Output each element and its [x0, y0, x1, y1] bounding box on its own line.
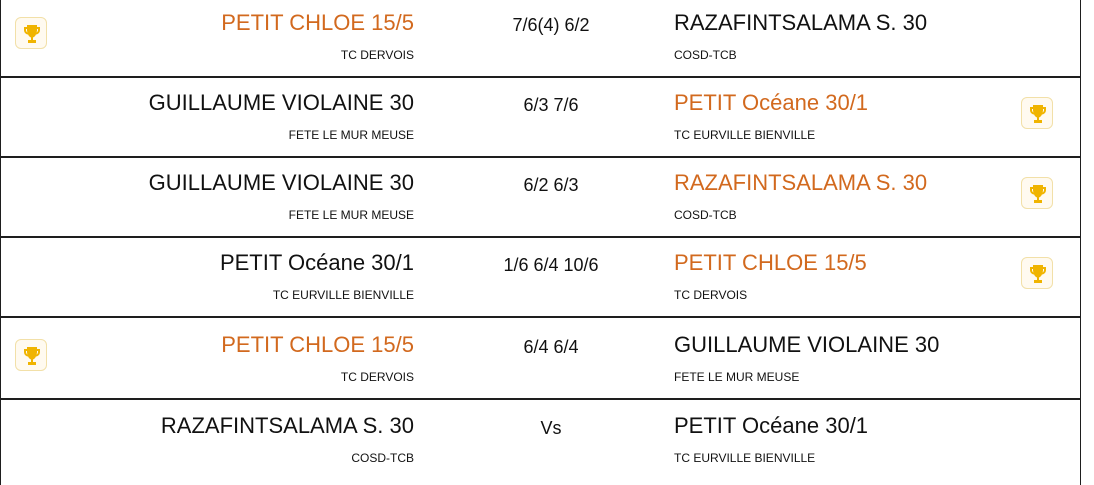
match-score: 6/3 7/6	[523, 95, 579, 115]
right-player-name: PETIT Océane 30/1	[674, 90, 869, 115]
right-player-name: GUILLAUME VIOLAINE 30	[674, 332, 940, 357]
left-player-name: RAZAFINTSALAMA S. 30	[160, 413, 414, 438]
right-player-club: TC DERVOIS	[674, 288, 748, 302]
match-score: 6/4 6/4	[523, 337, 579, 357]
right-player-name: RAZAFINTSALAMA S. 30	[674, 10, 928, 35]
left-player-club: COSD-TCB	[351, 451, 414, 465]
left-player-club: TC DERVOIS	[340, 48, 414, 62]
trophy-icon	[15, 339, 47, 371]
right-player-club: TC EURVILLE BIENVILLE	[674, 128, 816, 142]
left-player-club: TC DERVOIS	[340, 370, 414, 384]
trophy-icon	[1021, 257, 1053, 289]
match-score: Vs	[540, 418, 562, 438]
trophy-icon	[15, 17, 47, 49]
right-player-club: COSD-TCB	[674, 48, 737, 62]
match-row	[1, 403, 1080, 485]
match-score: 1/6 6/4 10/6	[503, 255, 599, 275]
right-player-name: PETIT Océane 30/1	[674, 413, 869, 438]
right-player-name: PETIT CHLOE 15/5	[674, 250, 867, 275]
left-player-name: PETIT CHLOE 15/5	[221, 332, 414, 357]
left-player-name: PETIT CHLOE 15/5	[221, 10, 414, 35]
left-player-club: FETE LE MUR MEUSE	[288, 208, 414, 222]
left-player-name: PETIT Océane 30/1	[219, 250, 414, 275]
right-player-club: TC EURVILLE BIENVILLE	[674, 451, 816, 465]
left-player-club: TC EURVILLE BIENVILLE	[272, 288, 414, 302]
trophy-icon	[1021, 97, 1053, 129]
match-row	[1, 240, 1080, 318]
match-score: 6/2 6/3	[523, 175, 579, 195]
right-player-club: FETE LE MUR MEUSE	[674, 370, 800, 384]
match-row	[1, 80, 1080, 158]
trophy-icon	[1021, 177, 1053, 209]
match-score: 7/6(4) 6/2	[512, 15, 590, 35]
left-player-name: GUILLAUME VIOLAINE 30	[148, 90, 414, 115]
match-row	[1, 160, 1080, 238]
right-player-club: COSD-TCB	[674, 208, 737, 222]
right-player-name: RAZAFINTSALAMA S. 30	[674, 170, 928, 195]
match-row	[1, 0, 1080, 78]
left-player-club: FETE LE MUR MEUSE	[288, 128, 414, 142]
left-player-name: GUILLAUME VIOLAINE 30	[148, 170, 414, 195]
match-row	[1, 322, 1080, 400]
